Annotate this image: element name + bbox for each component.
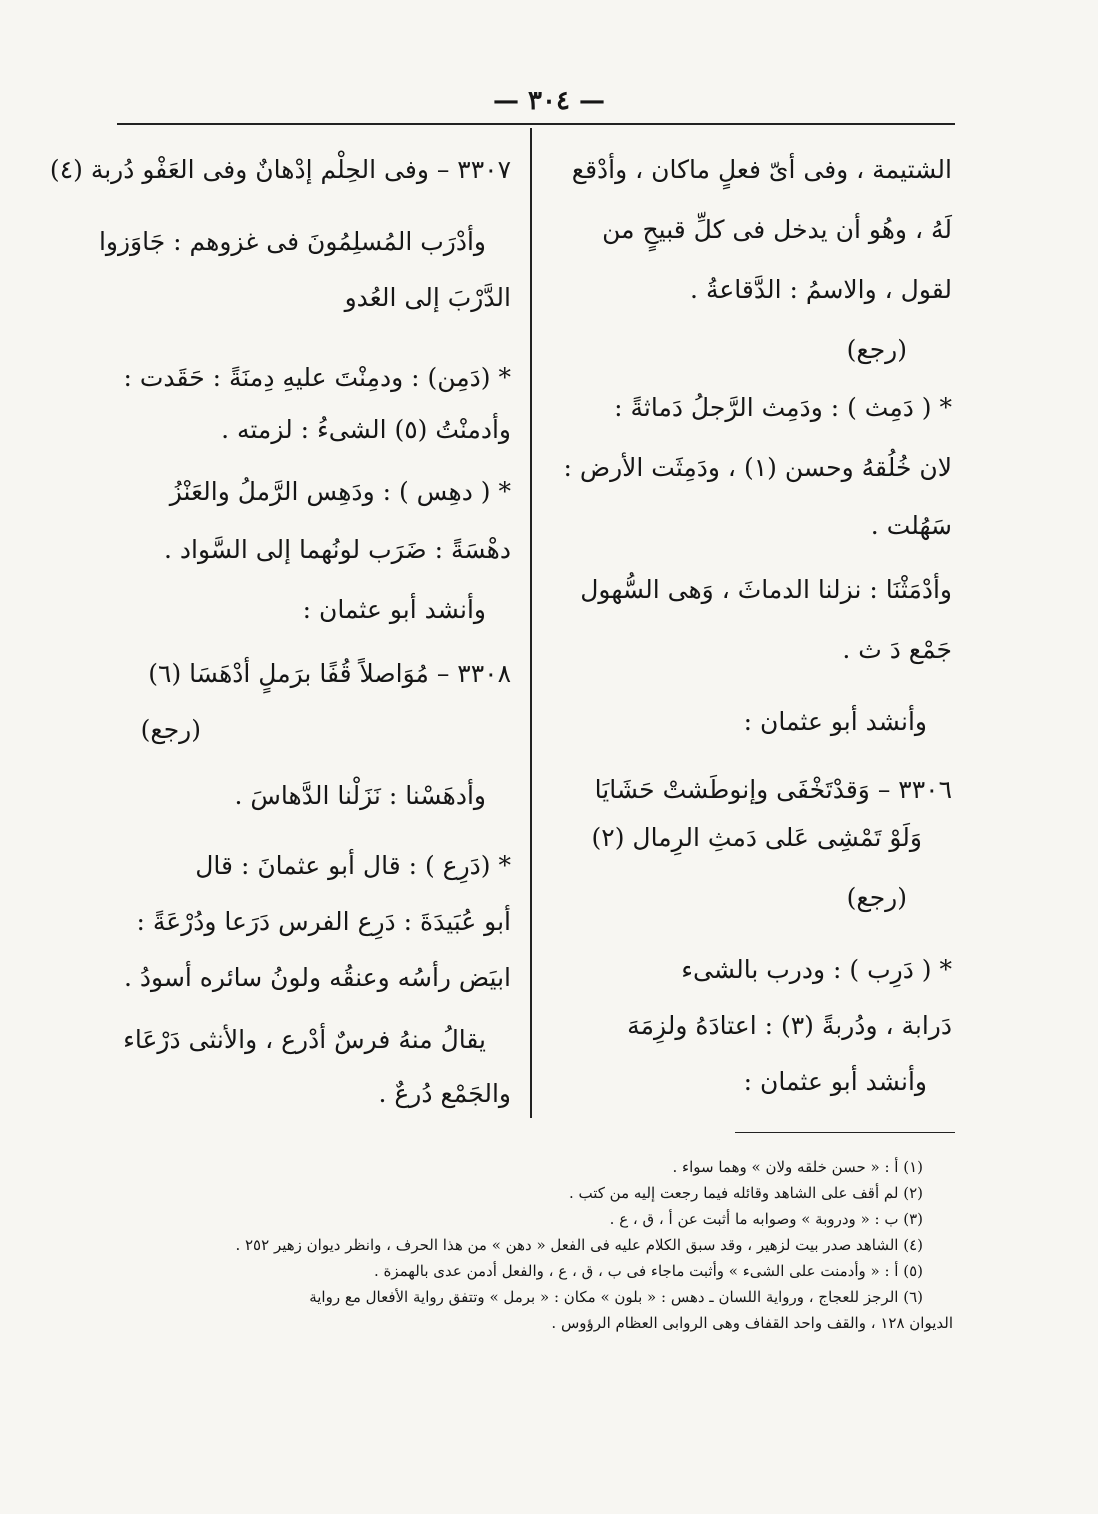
text-line: وأدهَسْنا : نَزَلْنا الدَّهاسَ . [234,781,486,810]
text-line: الدَّرْبَ إلى العُدو [344,283,511,312]
footnote-continuation: الديوان ١٢٨ ، والقف واحد القفاف وهى الروابى العظام الرؤوس . [551,1314,953,1332]
section-marker: (رجع) [846,335,907,364]
text-line: وأدْرَب المُسلِمُونَ فى غزوهم : جَاوَزوا [98,227,486,256]
text-line: دهْسَةً : ضَرَب لونُهما إلى السَّواد . [164,535,511,564]
text-line: جَمْع دَ ث . [842,635,952,664]
text-line: وأنشد أبو عثمان : [302,595,486,624]
text-line: الشتيمة ، وفى أىّ فعلٍ ماكان ، وأدْقع [571,155,952,184]
text-line: يقالُ منهُ فرسٌ أدْرع ، والأنثى دَرْعَاء [123,1025,486,1054]
verse-line: ٣٣٠٧ – وفى الحِلْم إدْهانٌ وفى العَفْو دُربة (٤) [49,155,511,184]
entry-heading: * ( دَرِب ) : ودرب بالشىء [681,955,952,984]
page-number: — ٣٠٤ — [492,86,606,116]
footnote: (٢) لم أقف على الشاهد وقائله فيما رجعت إليه من كتب . [568,1184,923,1202]
footnote: (١) أ : « حسن خلقه ولان » وهما سواء . [672,1158,923,1176]
text-line: وأنشد أبو عثمان : [743,1067,927,1096]
text-line: وأنشد أبو عثمان : [743,707,927,736]
entry-heading: * ( دَمِث ) : ودَمِث الرَّجلُ دَماثةً : [614,393,952,422]
section-marker: (رجع) [140,715,201,744]
entry-heading: * (دَمِن) : ودمِنْتَ عليهِ دِمنَةً : حَقَدت : [123,363,511,392]
verse-line: وَلَوْ تَمْشِى عَلى دَمثِ الرِمال (٢) [591,823,922,852]
column-divider [530,128,532,1118]
text-line: لَهُ ، وهُو أن يدخل فى كلِّ قبيحٍ من [602,215,952,244]
text-line: ابيَض رأسُه وعنقُه ولونُ سائره أسودُ . [124,963,511,992]
text-line: أبو عُبَيدَةَ : دَرِع الفرس دَرَعا ودُرْعَةً : [136,907,511,936]
text-line: وأدْمَثْنَا : نزلنا الدماثَ ، وَهى السُّهول [580,575,952,604]
header-rule [117,123,955,125]
section-marker: (رجع) [846,883,907,912]
footnote: (٦) الرجز للعجاج ، ورواية اللسان ـ دهس : « بلون » مكان : « برمل » وتتفق رواية الأفعال مع رواية [309,1288,923,1306]
footnote: (٥) أ : « وأدمنت على الشىء » وأثبت ماجاء فى ب ، ق ، ع ، والفعل أدمن عدى بالهمزة . [373,1262,923,1280]
text-line: لقول ، والاسمُ : الدَّقاعةُ . [690,275,952,304]
footnote: (٣) ب : « ودروبة » وصوابه ما أثبت عن أ ، ق ، ع . [609,1210,923,1228]
text-line: والجَمْع دُرعٌ . [378,1079,511,1108]
text-line: لان خُلُقهُ وحسن (١) ، ودَمِثَت الأرض : [563,453,952,482]
entry-heading: * ( دهِس ) : ودَهِس الرَّملُ والعَنْزُ [169,477,511,506]
verse-line: ٣٣٠٨ – مُوَاصلاً قُفًا برَملٍ أدْهَسَا (٦) [148,659,511,688]
footnote-rule [735,1132,955,1133]
footnote: (٤) الشاهد صدر بيت لزهير ، وقد سبق الكلام عليه فى الفعل « دهن » من هذا الحرف ، وانظر ديوان زهير ٢٥٢ . [235,1236,923,1254]
entry-heading: * (دَرِع ) : قال أبو عثمانَ : قال [195,851,511,880]
text-line: دَرابة ، ودُربةً (٣) : اعتادَهُ ولزِمَهَ [627,1011,952,1040]
text-line: وأدمنْتُ (٥) الشىءُ : لزمته . [221,415,511,444]
text-line: سَهُلت . [870,511,952,540]
verse-line: ٣٣٠٦ – وَقدْتَخْفَى وإنوطَشتْ حَشَايَا [594,775,952,804]
